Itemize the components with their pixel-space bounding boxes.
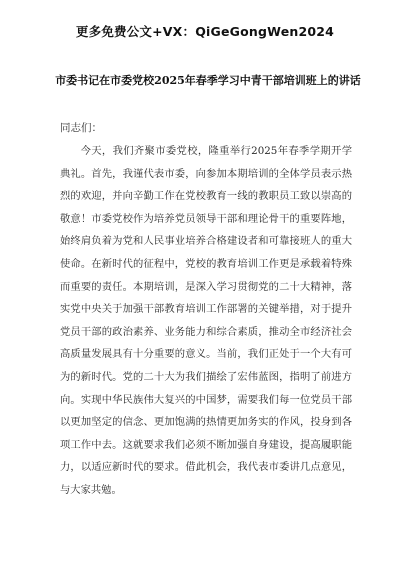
salutation: 同志们： — [60, 122, 102, 134]
body-paragraph: 今天，我们齐聚市委党校，隆重举行2025年春季学期开学典礼。首先，我谨代表市委，向参加本期培训的全体学员表示热烈的欢迎，并向辛勤工作在党校教育一线的教职员工致以崇高的敬意！市委党校作为培养党员领导干部和理论骨干的重要阵地，始终肩负着为党和人民事业培养合格建设者和可靠接班人的重大使命。在新时代的征程中，党校的教育培训工作更是承载着特殊而重要的责任。本期培训，是深入学习贯彻党的二十大精神，落实党中央关于加强干部教育培训工作部署的关键举措，对于提升党员干部的政治素养、业务能力和综合素质，推动全市经济社会高质量发展具有十分重要的意义。当前，我们正处于一个大有可为的新时代。党的二十大为我们描绘了宏伟蓝图，指明了前进方向。实现中华民族伟大复兴的中国梦，需要我们每一位党员干部以更加坚定的信念、更加饱满的热情更加务实的作风，投身到各项工作中去。这就要求我们必须不断加强自身建设，提高履职能力，以适应新时代的要求。借此机会，我代表市委讲几点意见，与大家共勉。 — [60, 145, 352, 496]
document-title: 市委书记在市委党校2025年春季学习中青干部培训班上的讲话 — [55, 74, 361, 87]
header-banner: 更多免费公文+VX：QiGeGongWen2024 — [75, 24, 335, 39]
